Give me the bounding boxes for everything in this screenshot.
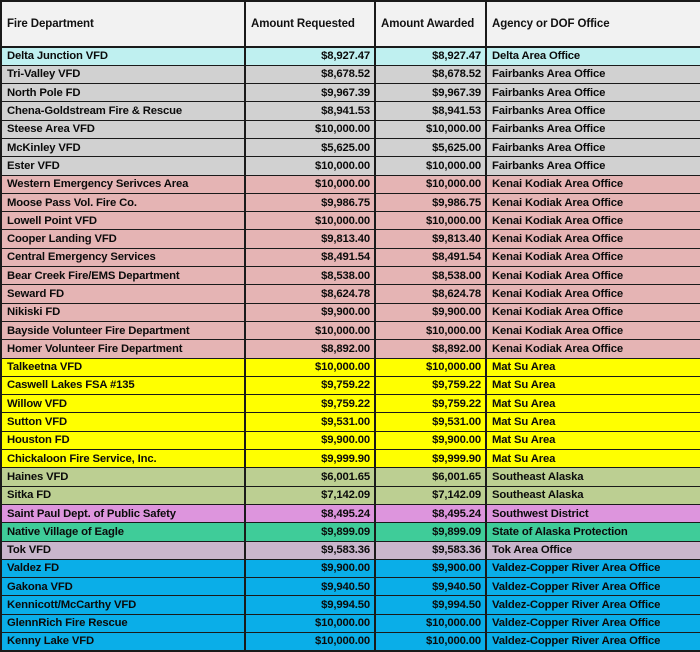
- cell-agency-or-dof-office[interactable]: Mat Su Area: [486, 431, 700, 449]
- cell-amount-awarded[interactable]: $9,900.00: [375, 431, 486, 449]
- table-row[interactable]: [1, 230, 700, 248]
- cell-amount-requested[interactable]: $10,000.00: [245, 175, 375, 193]
- cell-amount-awarded[interactable]: $9,899.09: [375, 523, 486, 541]
- cell-fire-department[interactable]: Gakona VFD: [1, 578, 245, 596]
- cell-amount-requested[interactable]: $9,900.00: [245, 431, 375, 449]
- cell-amount-requested[interactable]: $10,000.00: [245, 157, 375, 175]
- cell-amount-requested[interactable]: $8,941.53: [245, 102, 375, 120]
- cell-amount-awarded[interactable]: $8,678.52: [375, 65, 486, 83]
- cell-agency-or-dof-office[interactable]: Kenai Kodiak Area Office: [486, 248, 700, 266]
- cell-amount-requested[interactable]: $9,940.50: [245, 578, 375, 596]
- cell-agency-or-dof-office[interactable]: State of Alaska Protection: [486, 523, 700, 541]
- cell-agency-or-dof-office[interactable]: Southwest District: [486, 504, 700, 522]
- cell-fire-department[interactable]: Chena-Goldstream Fire & Rescue: [1, 102, 245, 120]
- column-header-amount-requested[interactable]: Amount Requested: [245, 1, 375, 47]
- cell-fire-department[interactable]: North Pole FD: [1, 84, 245, 102]
- cell-amount-requested[interactable]: $10,000.00: [245, 120, 375, 138]
- cell-agency-or-dof-office[interactable]: Kenai Kodiak Area Office: [486, 340, 700, 358]
- table-row[interactable]: [1, 193, 700, 211]
- cell-amount-requested[interactable]: $9,994.50: [245, 596, 375, 614]
- table-row[interactable]: [1, 84, 700, 102]
- cell-amount-requested[interactable]: $9,999.90: [245, 450, 375, 468]
- cell-amount-requested[interactable]: $9,899.09: [245, 523, 375, 541]
- cell-amount-requested[interactable]: $9,900.00: [245, 303, 375, 321]
- table-row[interactable]: [1, 450, 700, 468]
- cell-agency-or-dof-office[interactable]: Mat Su Area: [486, 413, 700, 431]
- cell-amount-requested[interactable]: $8,892.00: [245, 340, 375, 358]
- cell-fire-department[interactable]: Central Emergency Services: [1, 248, 245, 266]
- cell-amount-awarded[interactable]: $10,000.00: [375, 157, 486, 175]
- cell-agency-or-dof-office[interactable]: Fairbanks Area Office: [486, 157, 700, 175]
- cell-fire-department[interactable]: Kenny Lake VFD: [1, 633, 245, 651]
- table-row[interactable]: [1, 102, 700, 120]
- table-row[interactable]: [1, 65, 700, 83]
- cell-agency-or-dof-office[interactable]: Kenai Kodiak Area Office: [486, 193, 700, 211]
- cell-fire-department[interactable]: Chickaloon Fire Service, Inc.: [1, 450, 245, 468]
- cell-amount-awarded[interactable]: $8,927.47: [375, 47, 486, 65]
- cell-amount-requested[interactable]: $10,000.00: [245, 212, 375, 230]
- table-row[interactable]: [1, 321, 700, 339]
- cell-amount-awarded[interactable]: $10,000.00: [375, 120, 486, 138]
- cell-fire-department[interactable]: Cooper Landing VFD: [1, 230, 245, 248]
- table-row[interactable]: [1, 431, 700, 449]
- cell-agency-or-dof-office[interactable]: Kenai Kodiak Area Office: [486, 285, 700, 303]
- cell-agency-or-dof-office[interactable]: Kenai Kodiak Area Office: [486, 321, 700, 339]
- cell-fire-department[interactable]: Sutton VFD: [1, 413, 245, 431]
- cell-amount-awarded[interactable]: $8,892.00: [375, 340, 486, 358]
- table-row[interactable]: [1, 559, 700, 577]
- cell-amount-requested[interactable]: $10,000.00: [245, 321, 375, 339]
- cell-agency-or-dof-office[interactable]: Fairbanks Area Office: [486, 84, 700, 102]
- cell-amount-requested[interactable]: $9,531.00: [245, 413, 375, 431]
- cell-agency-or-dof-office[interactable]: Fairbanks Area Office: [486, 102, 700, 120]
- cell-amount-requested[interactable]: $8,538.00: [245, 267, 375, 285]
- cell-amount-awarded[interactable]: $10,000.00: [375, 321, 486, 339]
- cell-amount-requested[interactable]: $8,927.47: [245, 47, 375, 65]
- cell-amount-awarded[interactable]: $9,900.00: [375, 559, 486, 577]
- cell-agency-or-dof-office[interactable]: Fairbanks Area Office: [486, 138, 700, 156]
- cell-fire-department[interactable]: Willow VFD: [1, 395, 245, 413]
- cell-agency-or-dof-office[interactable]: Valdez-Copper River Area Office: [486, 559, 700, 577]
- cell-amount-requested[interactable]: $10,000.00: [245, 358, 375, 376]
- table-row[interactable]: [1, 285, 700, 303]
- cell-amount-awarded[interactable]: $6,001.65: [375, 468, 486, 486]
- cell-amount-requested[interactable]: $9,813.40: [245, 230, 375, 248]
- cell-amount-awarded[interactable]: $10,000.00: [375, 175, 486, 193]
- cell-agency-or-dof-office[interactable]: Kenai Kodiak Area Office: [486, 230, 700, 248]
- cell-agency-or-dof-office[interactable]: Southeast Alaska: [486, 486, 700, 504]
- cell-amount-requested[interactable]: $10,000.00: [245, 633, 375, 651]
- cell-amount-awarded[interactable]: $5,625.00: [375, 138, 486, 156]
- cell-amount-requested[interactable]: $5,625.00: [245, 138, 375, 156]
- cell-amount-requested[interactable]: $9,759.22: [245, 376, 375, 394]
- table-row[interactable]: [1, 413, 700, 431]
- cell-agency-or-dof-office[interactable]: Mat Su Area: [486, 395, 700, 413]
- cell-amount-awarded[interactable]: $9,813.40: [375, 230, 486, 248]
- table-row[interactable]: [1, 395, 700, 413]
- cell-agency-or-dof-office[interactable]: Valdez-Copper River Area Office: [486, 614, 700, 632]
- cell-amount-awarded[interactable]: $9,759.22: [375, 376, 486, 394]
- cell-agency-or-dof-office[interactable]: Kenai Kodiak Area Office: [486, 267, 700, 285]
- column-header-fire-department[interactable]: Fire Department: [1, 1, 245, 47]
- cell-amount-requested[interactable]: $9,583.36: [245, 541, 375, 559]
- cell-fire-department[interactable]: Kennicott/McCarthy VFD: [1, 596, 245, 614]
- table-row[interactable]: [1, 633, 700, 651]
- cell-amount-awarded[interactable]: $9,531.00: [375, 413, 486, 431]
- cell-agency-or-dof-office[interactable]: Mat Su Area: [486, 450, 700, 468]
- table-row[interactable]: [1, 358, 700, 376]
- cell-amount-requested[interactable]: $8,491.54: [245, 248, 375, 266]
- cell-amount-awarded[interactable]: $10,000.00: [375, 358, 486, 376]
- cell-agency-or-dof-office[interactable]: Mat Su Area: [486, 358, 700, 376]
- cell-amount-awarded[interactable]: $9,900.00: [375, 303, 486, 321]
- cell-fire-department[interactable]: Sitka FD: [1, 486, 245, 504]
- cell-fire-department[interactable]: Western Emergency Serivces Area: [1, 175, 245, 193]
- cell-agency-or-dof-office[interactable]: Southeast Alaska: [486, 468, 700, 486]
- cell-agency-or-dof-office[interactable]: Kenai Kodiak Area Office: [486, 212, 700, 230]
- cell-fire-department[interactable]: Caswell Lakes FSA #135: [1, 376, 245, 394]
- cell-amount-awarded[interactable]: $10,000.00: [375, 212, 486, 230]
- table-row[interactable]: [1, 614, 700, 632]
- table-row[interactable]: [1, 468, 700, 486]
- cell-fire-department[interactable]: Tri-Valley VFD: [1, 65, 245, 83]
- cell-fire-department[interactable]: Saint Paul Dept. of Public Safety: [1, 504, 245, 522]
- cell-fire-department[interactable]: Haines VFD: [1, 468, 245, 486]
- cell-fire-department[interactable]: Moose Pass Vol. Fire Co.: [1, 193, 245, 211]
- table-row[interactable]: [1, 376, 700, 394]
- table-row[interactable]: [1, 120, 700, 138]
- table-row[interactable]: [1, 248, 700, 266]
- cell-amount-awarded[interactable]: $10,000.00: [375, 633, 486, 651]
- cell-fire-department[interactable]: McKinley VFD: [1, 138, 245, 156]
- table-row[interactable]: [1, 340, 700, 358]
- cell-fire-department[interactable]: Lowell Point VFD: [1, 212, 245, 230]
- cell-fire-department[interactable]: Delta Junction VFD: [1, 47, 245, 65]
- cell-amount-awarded[interactable]: $9,986.75: [375, 193, 486, 211]
- table-row[interactable]: [1, 175, 700, 193]
- cell-fire-department[interactable]: Bear Creek Fire/EMS Department: [1, 267, 245, 285]
- cell-fire-department[interactable]: Talkeetna VFD: [1, 358, 245, 376]
- cell-amount-awarded[interactable]: $8,624.78: [375, 285, 486, 303]
- cell-agency-or-dof-office[interactable]: Fairbanks Area Office: [486, 120, 700, 138]
- cell-agency-or-dof-office[interactable]: Kenai Kodiak Area Office: [486, 303, 700, 321]
- cell-agency-or-dof-office[interactable]: Valdez-Copper River Area Office: [486, 633, 700, 651]
- cell-amount-awarded[interactable]: $8,491.54: [375, 248, 486, 266]
- cell-amount-requested[interactable]: $8,495.24: [245, 504, 375, 522]
- cell-amount-awarded[interactable]: $8,941.53: [375, 102, 486, 120]
- cell-agency-or-dof-office[interactable]: Kenai Kodiak Area Office: [486, 175, 700, 193]
- table-row[interactable]: [1, 486, 700, 504]
- table-row[interactable]: [1, 157, 700, 175]
- cell-agency-or-dof-office[interactable]: Valdez-Copper River Area Office: [486, 578, 700, 596]
- cell-amount-requested[interactable]: $8,678.52: [245, 65, 375, 83]
- cell-fire-department[interactable]: Nikiski FD: [1, 303, 245, 321]
- cell-fire-department[interactable]: Tok VFD: [1, 541, 245, 559]
- cell-amount-requested[interactable]: $9,986.75: [245, 193, 375, 211]
- cell-agency-or-dof-office[interactable]: Valdez-Copper River Area Office: [486, 596, 700, 614]
- cell-fire-department[interactable]: Seward FD: [1, 285, 245, 303]
- cell-fire-department[interactable]: GlennRich Fire Rescue: [1, 614, 245, 632]
- cell-amount-awarded[interactable]: $9,940.50: [375, 578, 486, 596]
- cell-amount-awarded[interactable]: $9,999.90: [375, 450, 486, 468]
- cell-amount-awarded[interactable]: $8,538.00: [375, 267, 486, 285]
- cell-fire-department[interactable]: Homer Volunteer Fire Department: [1, 340, 245, 358]
- table-body: [1, 47, 700, 651]
- cell-amount-awarded[interactable]: $9,994.50: [375, 596, 486, 614]
- cell-fire-department[interactable]: Houston FD: [1, 431, 245, 449]
- cell-agency-or-dof-office[interactable]: Fairbanks Area Office: [486, 65, 700, 83]
- table-row[interactable]: [1, 578, 700, 596]
- cell-amount-requested[interactable]: $10,000.00: [245, 614, 375, 632]
- cell-fire-department[interactable]: Native Village of Eagle: [1, 523, 245, 541]
- cell-agency-or-dof-office[interactable]: Tok Area Office: [486, 541, 700, 559]
- table-header-row: [1, 1, 700, 47]
- cell-agency-or-dof-office[interactable]: Mat Su Area: [486, 376, 700, 394]
- table-header: [1, 1, 700, 47]
- cell-fire-department[interactable]: Valdez FD: [1, 559, 245, 577]
- table-row[interactable]: [1, 303, 700, 321]
- table-row[interactable]: [1, 212, 700, 230]
- table-row[interactable]: [1, 541, 700, 559]
- cell-amount-requested[interactable]: $9,900.00: [245, 559, 375, 577]
- cell-amount-requested[interactable]: $6,001.65: [245, 468, 375, 486]
- table-row[interactable]: [1, 267, 700, 285]
- cell-amount-awarded[interactable]: $9,967.39: [375, 84, 486, 102]
- cell-fire-department[interactable]: Steese Area VFD: [1, 120, 245, 138]
- cell-amount-requested[interactable]: $9,967.39: [245, 84, 375, 102]
- cell-amount-awarded[interactable]: $9,759.22: [375, 395, 486, 413]
- table-row[interactable]: [1, 596, 700, 614]
- cell-amount-requested[interactable]: $9,759.22: [245, 395, 375, 413]
- column-header-amount-awarded[interactable]: Amount Awarded: [375, 1, 486, 47]
- cell-fire-department[interactable]: Bayside Volunteer Fire Department: [1, 321, 245, 339]
- column-header-agency-or-dof-office[interactable]: Agency or DOF Office: [486, 1, 700, 47]
- cell-amount-awarded[interactable]: $7,142.09: [375, 486, 486, 504]
- cell-amount-requested[interactable]: $7,142.09: [245, 486, 375, 504]
- table-row[interactable]: [1, 523, 700, 541]
- table-row[interactable]: [1, 47, 700, 65]
- cell-amount-awarded[interactable]: $9,583.36: [375, 541, 486, 559]
- cell-amount-awarded[interactable]: $10,000.00: [375, 614, 486, 632]
- cell-agency-or-dof-office[interactable]: Delta Area Office: [486, 47, 700, 65]
- table-row[interactable]: [1, 504, 700, 522]
- cell-fire-department[interactable]: Ester VFD: [1, 157, 245, 175]
- table-row[interactable]: [1, 138, 700, 156]
- cell-amount-requested[interactable]: $8,624.78: [245, 285, 375, 303]
- cell-amount-awarded[interactable]: $8,495.24: [375, 504, 486, 522]
